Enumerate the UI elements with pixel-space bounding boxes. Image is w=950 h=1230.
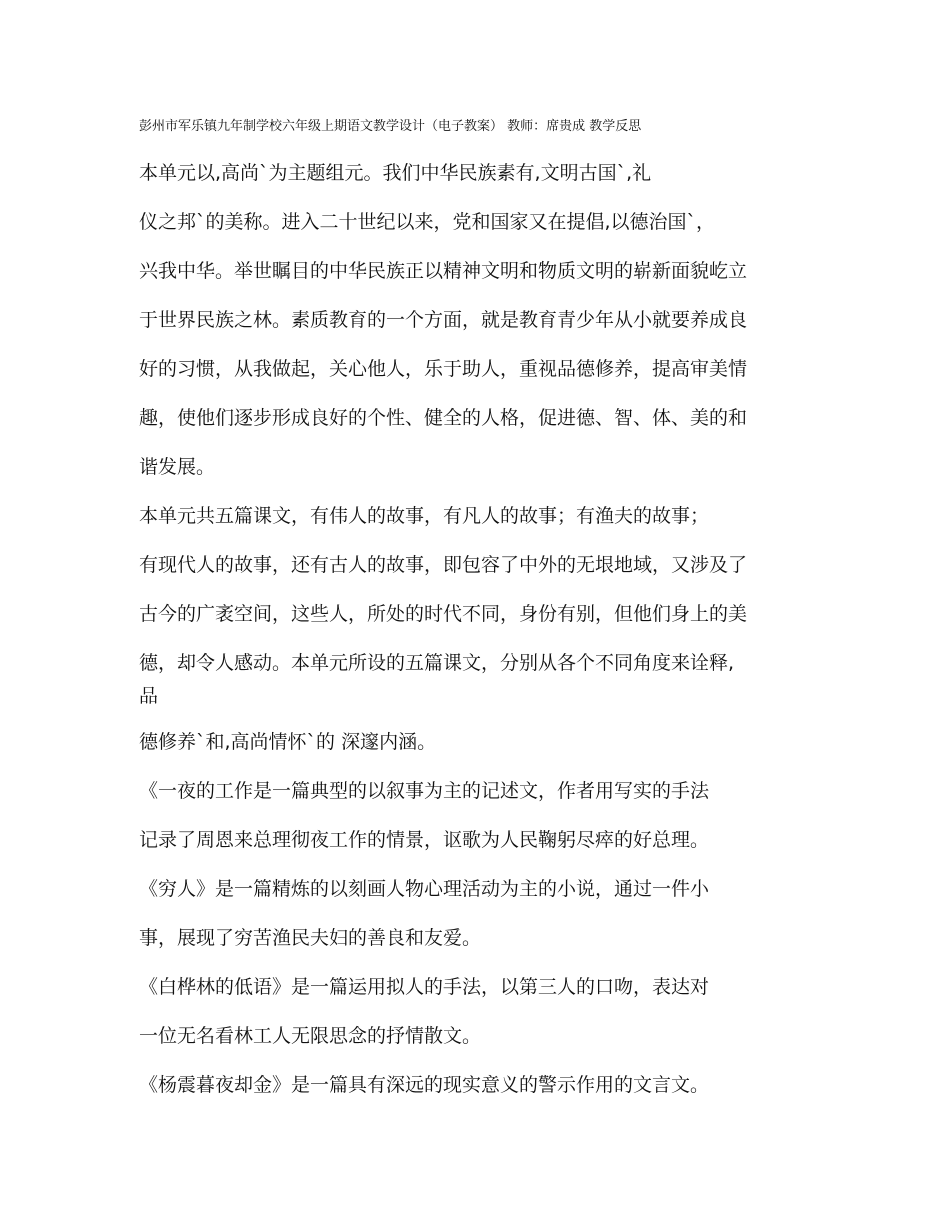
text-line-17: 事，展现了穷苦渔民夫妇的善良和友爱。 xyxy=(139,927,482,949)
text-line-18: 《白桦林的低语》是一篇运用拟人的手法，以第三人的口吻，表达对 xyxy=(139,976,710,998)
text-line-15: 记录了周恩来总理彻夜工作的情景，讴歌为人民鞠躬尽瘁的好总理。 xyxy=(139,829,710,851)
text-line-7: 谐发展。 xyxy=(139,456,216,478)
text-line-10: 古今的广袤空间，这些人，所处的时代不同，身份有别，但他们身上的美 xyxy=(139,603,748,625)
text-line-4: 于世界民族之林。素质教育的一个方面，就是教育青少年从小就要养成良 xyxy=(139,309,748,331)
text-line-13: 德修养`和,高尚情怀`的 深邃内涵。 xyxy=(139,731,437,753)
text-line-14: 《一夜的工作是一篇典型的以叙事为主的记述文，作者用写实的手法 xyxy=(139,780,710,802)
page-header: 彭州市军乐镇九年制学校六年级上期语文教学设计（电子教案） 教师：席贵成 教学反思 xyxy=(139,119,642,134)
text-line-9: 有现代人的故事，还有古人的故事，即包容了中外的无垠地域，又涉及了 xyxy=(139,554,748,576)
text-line-12: 品 xyxy=(139,685,159,707)
text-line-20: 《杨震暮夜却金》是一篇具有深远的现实意义的警示作用的文言文。 xyxy=(139,1074,710,1096)
text-line-6: 趣，使他们逐步形成良好的个性、健全的人格，促进德、智、体、美的和 xyxy=(139,407,748,429)
text-line-2: 仪之邦`的美称。进入二十世纪以来，党和国家又在提倡,以德治国`， xyxy=(139,211,716,233)
text-line-1: 本单元以,高尚`为主题组元。我们中华民族素有,文明古国`,礼 xyxy=(139,162,652,184)
text-line-11: 德，却令人感动。本单元所设的五篇课文，分别从各个不同角度来诠释, xyxy=(139,652,735,674)
text-line-3: 兴我中华。举世瞩目的中华民族正以精神文明和物质文明的崭新面貌屹立 xyxy=(139,260,748,282)
text-line-16: 《穷人》是一篇精炼的以刻画人物心理活动为主的小说，通过一件小 xyxy=(139,878,710,900)
text-line-19: 一位无名看林工人无限思念的抒情散文。 xyxy=(139,1025,482,1047)
text-line-5: 好的习惯，从我做起，关心他人，乐于助人，重视品德修养，提高审美情 xyxy=(139,358,748,380)
text-line-8: 本单元共五篇课文，有伟人的故事，有凡人的故事；有渔夫的故事； xyxy=(139,505,710,527)
